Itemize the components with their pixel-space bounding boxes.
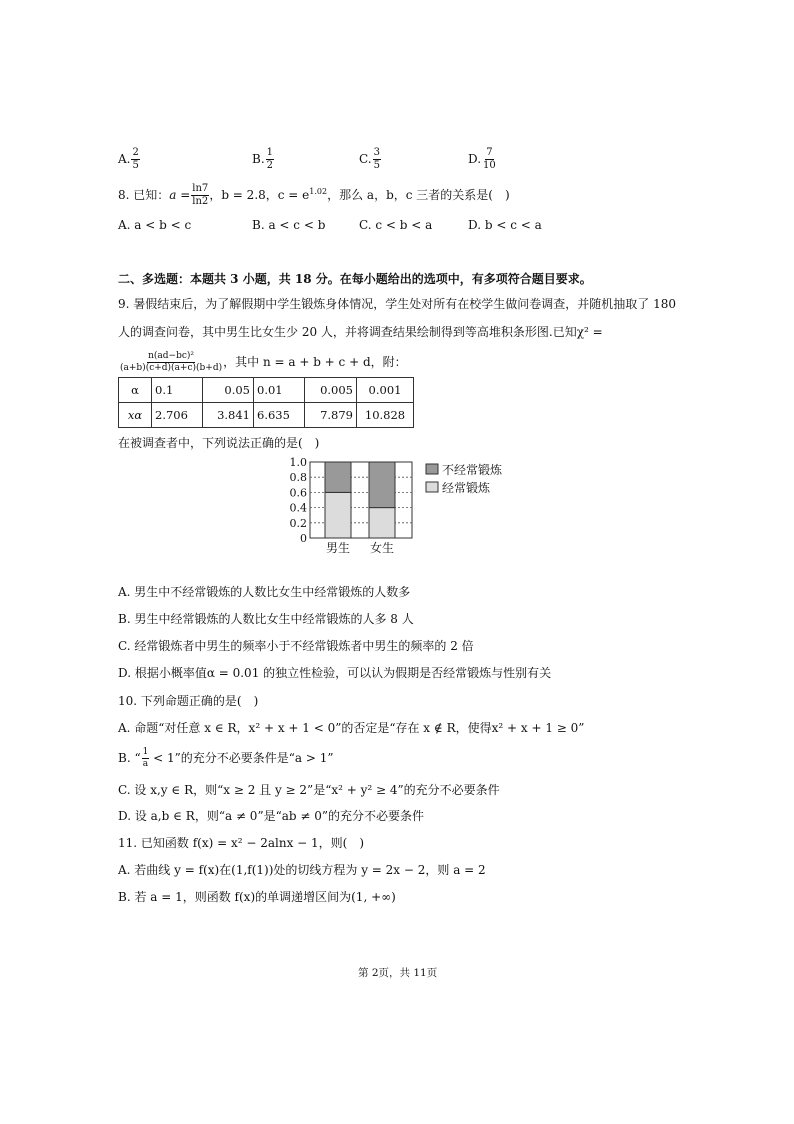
bar-segment <box>325 462 351 492</box>
q10-option-d: D. 设 a,b ∈ R，则“a ≠ 0”是“ab ≠ 0”的充分不必要条件 <box>118 809 425 823</box>
q10-option-b: B. “ $\frac{1}{a}$ < 1”的充分不必要条件是“a > 1” <box>118 747 334 769</box>
q8-option-c: C. c < b < a <box>359 218 433 232</box>
table-cell: 0.005 <box>305 378 357 403</box>
q9-question: 在被调查者中，下列说法正确的是( ) <box>118 436 320 450</box>
q8-stem: 8. 已知：a = $\frac{\ln 7}{\ln 2}$ ，b = 2.8，$c = e^{1.02}$，那么 a，b，c 三者的关系是( ) <box>118 183 510 207</box>
table-row <box>119 378 414 403</box>
q7-option-b: B. $\frac{1}{2}$ <box>252 147 274 171</box>
legend-swatch <box>426 482 438 492</box>
critical-value-table <box>118 377 414 428</box>
q9-option-b: B. 男生中经常锻炼的人数比女生中经常锻炼的人多 8 人 <box>118 612 414 626</box>
table-cell: 7.879 <box>305 403 357 428</box>
q10-option-a: A. 命题“对任意 x ∈ R，x² + x + 1 < 0”的否定是“存在 x ∉ R，使得x² + x + 1 ≥ 0” <box>118 721 585 735</box>
q10-title: 10. 下列命题正确的是( ) <box>118 694 259 708</box>
q7-option-a: A. $\frac{2}{5}$ <box>118 147 139 171</box>
category-label: 女生 <box>369 541 395 555</box>
y-tick-label: 1.0 <box>289 456 307 469</box>
table-cell: 0.01 <box>254 378 305 403</box>
table-cell: xα <box>119 403 152 428</box>
category-label: 男生 <box>325 541 351 555</box>
q9-option-a: A. 男生中不经常锻炼的人数比女生中经常锻炼的人数多 <box>118 585 411 599</box>
q7-option-c: C. $\frac{3}{5}$ <box>359 147 380 171</box>
table-cell: 10.828 <box>357 403 414 428</box>
table-cell: 0.001 <box>357 378 414 403</box>
q11-option-a: A. 若曲线 y = f(x)在(1,f(1))处的切线方程为 y = 2x − 2，则 a = 2 <box>118 863 486 877</box>
y-tick-label: 0.8 <box>289 471 307 485</box>
q10-option-c: C. 设 x,y ∈ R，则“x ≥ 2 且 y ≥ 2”是“x² + y² ≥ 4”的充分不必要条件 <box>118 783 500 797</box>
bar-segment <box>369 508 395 538</box>
legend-swatch <box>426 464 438 474</box>
q11-option-b: B. 若 a = 1，则函数 f(x)的单调递增区间为(1, +∞) <box>118 890 396 904</box>
legend-label: 不经常锻炼 <box>442 463 503 477</box>
y-tick-label: 0.6 <box>289 486 307 500</box>
q9-option-c: C. 经常锻炼者中男生的频率小于不经常锻炼者中男生的频率的 2 倍 <box>118 639 474 653</box>
q8-option-a: A. a < b < c <box>118 218 192 232</box>
table-cell: 3.841 <box>203 403 254 428</box>
q9-formula: $\frac{\text{n(ad−bc)²}}{(a+b)(c+d)(a+c)(b+d)}$ ，其中 n = a + b + c + d，附： <box>120 351 407 373</box>
table-cell: 0.05 <box>203 378 254 403</box>
table-row <box>119 403 414 428</box>
table-cell: 6.635 <box>254 403 305 428</box>
table-cell: 2.706 <box>152 403 203 428</box>
table-cell: 0.1 <box>152 378 203 403</box>
q9-line2: 人的调查问卷，其中男生比女生少 20 人，并将调查结果绘制得到等高堆积条形图.已知χ² = <box>118 325 603 339</box>
y-tick-label: 0.2 <box>289 516 307 530</box>
legend-label: 经常锻炼 <box>442 481 491 495</box>
q9-line1: 9. 暑假结束后，为了解假期中学生锻炼身体情况，学生处对所有在校学生做问卷调查，并随机抽取了 180 <box>118 297 676 311</box>
bar-segment <box>369 462 395 508</box>
y-tick-label: 0 <box>300 532 307 545</box>
q8-option-b: B. a < c < b <box>252 218 326 232</box>
stacked-bar-chart <box>286 454 516 560</box>
page-footer: 第 2页，共 11页 <box>358 967 438 979</box>
bar-segment <box>325 492 351 538</box>
y-tick-label: 0.4 <box>289 501 307 515</box>
section-heading: 二、多选题：本题共 3 小题，共 18 分。在每小题给出的选项中，有多项符合题目要求。 <box>118 272 592 286</box>
q9-option-d: D. 根据小概率值α = 0.01 的独立性检验，可以认为假期是否经常锻炼与性别有关 <box>118 666 552 680</box>
table-cell: α <box>119 378 152 403</box>
q7-option-d: D. $\frac{7}{10}$ <box>468 147 496 171</box>
q11-title: 11. 已知函数 f(x) = x² − 2alnx − 1，则( ) <box>118 836 365 850</box>
q8-option-d: D. b < c < a <box>468 218 542 232</box>
